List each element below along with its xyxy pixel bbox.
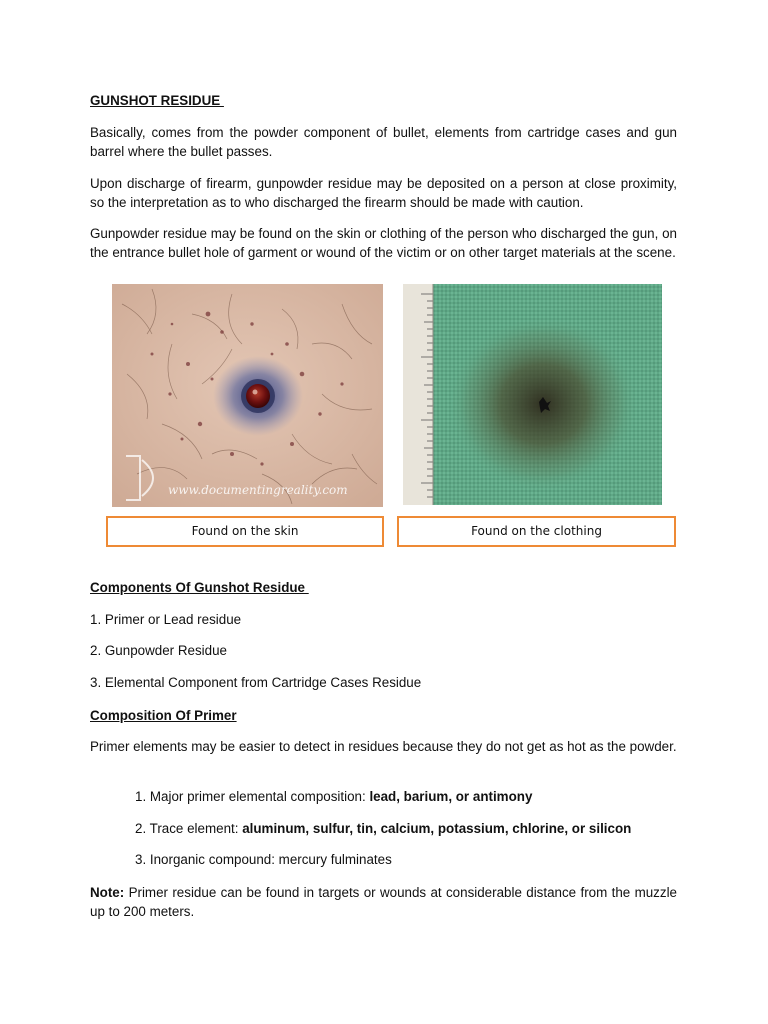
component-item-1: 1. Primer or Lead residue [90,612,242,627]
primer-item-1-value: lead, barium, or antimony [369,789,533,804]
primer-item-1-label: 1. Major primer elemental composition: [135,789,370,804]
note-paragraph [90,884,677,921]
paragraph-location: Gunpowder residue may be found on the skin or clothing of the person who discharged the gun, on the entrance bullet hole of garment or wound of the victim or on other target materials at the scene. [90,226,677,260]
component-item-3: 3. Elemental Component from Cartridge Cases Residue [90,675,422,690]
skin-residue-photo [112,284,383,507]
primer-item-3-label: 3. Inorganic compound: mercury fulminates [135,852,392,867]
note-label: Note: [90,885,125,900]
primer-item-1 [135,789,532,804]
primer-item-2-label: 2. Trace element: [135,821,243,836]
skin-caption: Found on the skin [106,516,384,547]
primer-heading: Composition Of Primer [90,708,237,723]
primer-item-2 [135,821,631,836]
paragraph-origin: Basically, comes from the powder component of bullet, elements from cartridge cases and gun barrel where the bullet passes. [90,125,677,159]
primer-item-3 [135,852,392,867]
paragraph-discharge: Upon discharge of firearm, gunpowder residue may be deposited on a person at close proximity, so the interpretation as to who discharged the firearm should be made with caution. [90,176,677,210]
clothing-residue-photo [403,284,662,505]
clothing-caption: Found on the clothing [397,516,676,547]
watermark-text: www.documentingreality.com [168,483,348,497]
primer-item-2-value: aluminum, sulfur, tin, calcium, potassium, chlorine, or silicon [242,821,632,836]
component-item-2: 2. Gunpowder Residue [90,643,227,658]
primer-intro: Primer elements may be easier to detect in residues because they do not get as hot as the powder. [90,739,677,754]
document-page [90,0,677,1024]
components-heading: Components Of Gunshot Residue [90,580,309,595]
note-text: Primer residue can be found in targets or wounds at considerable distance from the muzzle up to 200 meters. [90,885,677,919]
page-title: GUNSHOT RESIDUE [90,93,224,108]
